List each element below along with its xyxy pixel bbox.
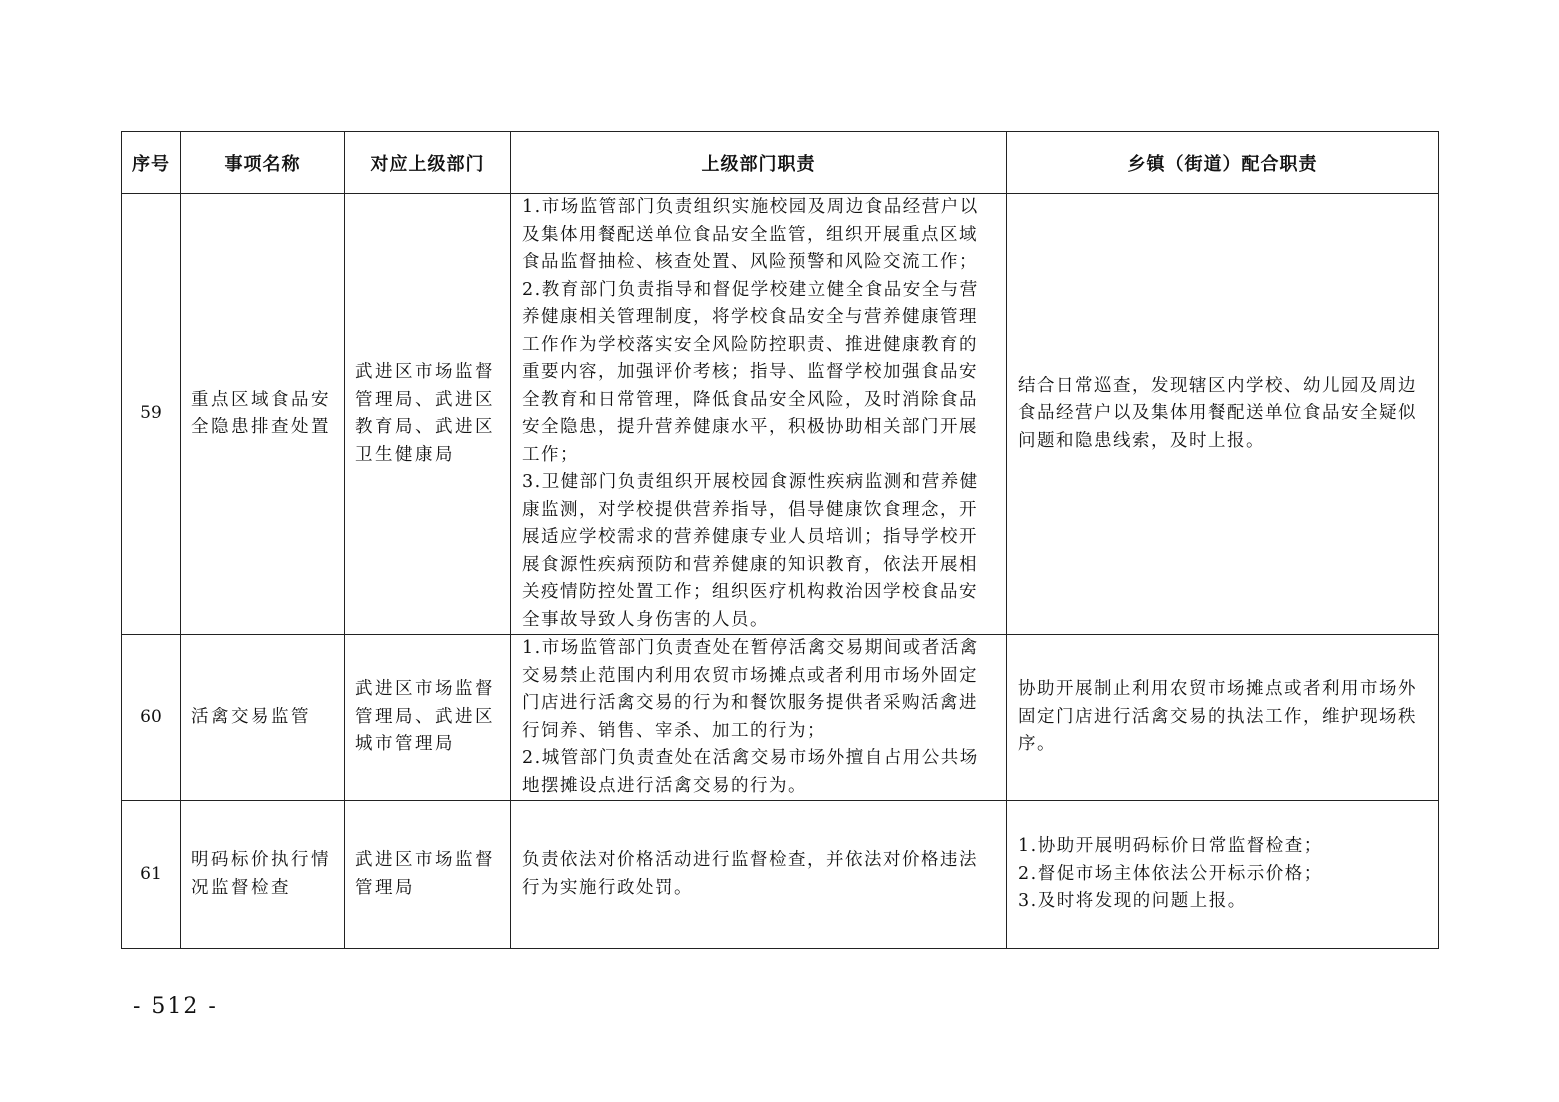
header-item-name: 事项名称: [181, 132, 345, 194]
duties-table-container: [121, 131, 1438, 949]
table-header-row: [122, 132, 1439, 194]
duty-line: 负责依法对价格活动进行监督检查，并依法对价格违法: [522, 850, 978, 870]
duty-line: 2.教育部门负责指导和督促学校建立健全食品安全与营: [522, 279, 979, 300]
duty-line: 地摆摊设点进行活禽交易的行为。: [522, 775, 807, 796]
township-duty-line: 固定门店进行活禽交易的执法工作，维护现场秩: [1018, 706, 1417, 727]
duty-line: 安全隐患，提升营养健康水平，积极协助相关部门开展: [522, 417, 978, 437]
item-name-line: 况监督检查: [191, 877, 291, 898]
item-name-line: 全隐患排查处置: [191, 417, 331, 437]
row-number: 61: [122, 801, 181, 949]
duty-line: 3.卫健部门负责组织开展校园食源性疾病监测和营养健: [522, 472, 979, 492]
township-duty-line: 序。: [1018, 734, 1056, 755]
duty-line: 展食源性疾病预防和营养健康的知识教育，依法开展相: [522, 554, 978, 575]
table-row: [122, 635, 1439, 801]
table-row: [122, 194, 1439, 635]
duty-line: 食品监督抽检、核查处置、风险预警和风险交流工作；: [522, 252, 978, 272]
department-cell: [345, 801, 511, 949]
department-line: 武进区市场监督: [355, 679, 495, 700]
superior-duties-cell: [511, 194, 1007, 635]
duty-line: 全事故导致人身伤害的人员。: [522, 609, 769, 630]
duty-line: 行为实施行政处罚。: [522, 877, 693, 898]
duty-line: 养健康相关管理制度，将学校食品安全与营养健康管理: [522, 307, 978, 327]
item-name-cell: [181, 194, 345, 635]
duty-line: 1.市场监管部门负责组织实施校园及周边食品经营户以: [522, 197, 979, 217]
superior-duties-cell: [511, 635, 1007, 801]
department-line: 卫生健康局: [355, 444, 455, 465]
item-name-line: 重点区域食品安: [191, 389, 331, 410]
item-name-cell: [181, 635, 345, 801]
table-row: [122, 801, 1439, 949]
department-line: 管理局、武进区: [355, 706, 495, 727]
department-line: 管理局: [355, 877, 415, 898]
department-line: 城市管理局: [355, 734, 455, 755]
township-duty-line: 1.协助开展明码标价日常监督检查；: [1018, 836, 1323, 857]
page-number: - 512 -: [133, 994, 218, 1019]
duty-line: 门店进行活禽交易的行为和餐饮服务提供者采购活禽进: [522, 693, 978, 713]
department-cell: [345, 194, 511, 635]
duty-line: 关疫情防控处置工作；组织医疗机构救治因学校食品安: [522, 582, 978, 602]
township-duty-line: 结合日常巡查，发现辖区内学校、幼儿园及周边: [1018, 375, 1417, 396]
duty-line: 交易禁止范围内利用农贸市场摊点或者利用市场外固定: [522, 665, 978, 686]
item-name-cell: [181, 801, 345, 949]
duty-line: 展适应学校需求的营养健康专业人员培训；指导学校开: [522, 527, 978, 547]
township-duty-line: 3.及时将发现的问题上报。: [1018, 891, 1247, 912]
header-superior-department: 对应上级部门: [345, 132, 511, 194]
department-line: 武进区市场监督: [355, 850, 495, 870]
township-duty-line: 食品经营户以及集体用餐配送单位食品安全疑似: [1018, 403, 1417, 424]
department-cell: [345, 635, 511, 801]
township-duties-cell: [1007, 801, 1439, 949]
duties-table: [121, 131, 1439, 949]
township-duty-line: 问题和隐患线索，及时上报。: [1018, 430, 1265, 451]
duty-line: 及集体用餐配送单位食品安全监管，组织开展重点区域: [522, 224, 978, 245]
header-superior-duties: 上级部门职责: [511, 132, 1007, 194]
duty-line: 行饲养、销售、宰杀、加工的行为；: [522, 720, 826, 741]
duty-line: 2.城管部门负责查处在活禽交易市场外擅自占用公共场: [522, 748, 979, 768]
department-line: 武进区市场监督: [355, 362, 495, 382]
item-name-line: 活禽交易监管: [191, 706, 311, 727]
header-serial-number: 序号: [122, 132, 181, 194]
duty-line: 1.市场监管部门负责查处在暂停活禽交易期间或者活禽: [522, 638, 979, 658]
department-line: 管理局、武进区: [355, 389, 495, 410]
duty-line: 工作；: [522, 444, 579, 465]
item-name-line: 明码标价执行情: [191, 850, 331, 870]
header-township-duties: 乡镇（街道）配合职责: [1007, 132, 1439, 194]
row-number: 60: [122, 635, 181, 801]
duty-line: 重要内容，加强评价考核；指导、监督学校加强食品安: [522, 362, 978, 382]
township-duties-cell: [1007, 635, 1439, 801]
township-duty-line: 2.督促市场主体依法公开标示价格；: [1018, 863, 1323, 884]
township-duties-cell: [1007, 194, 1439, 635]
duty-line: 全教育和日常管理，降低食品安全风险，及时消除食品: [522, 389, 978, 410]
duty-line: 工作作为学校落实安全风险防控职责、推进健康教育的: [522, 334, 978, 355]
row-number: 59: [122, 194, 181, 635]
duty-line: 康监测，对学校提供营养指导，倡导健康饮食理念，开: [522, 499, 978, 520]
superior-duties-cell: [511, 801, 1007, 949]
department-line: 教育局、武进区: [355, 417, 495, 437]
township-duty-line: 协助开展制止利用农贸市场摊点或者利用市场外: [1018, 679, 1417, 700]
